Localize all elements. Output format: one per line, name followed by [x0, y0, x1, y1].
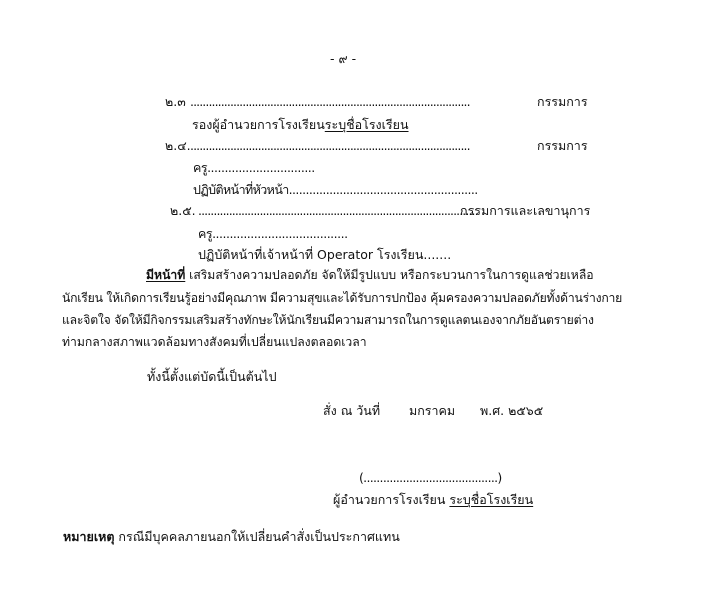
- note-text: กรณีมีบุคคลภายนอกให้เปลี่ยนคำสั่งเป็นประกาศแทน: [114, 529, 400, 544]
- member-duty: ปฏิบัติหน้าที่หัวหน้า........................................................: [193, 182, 478, 197]
- member-name-dots: ...........................................................................................: [198, 203, 478, 218]
- duty-line-4: ท่ามกลางสภาพแวดล้อมทางสังคมที่เปลี่ยนแปลงตลอดเวลา: [62, 335, 367, 349]
- note: [63, 531, 400, 544]
- member-role: กรรมการ: [537, 94, 588, 109]
- member-name-dots: ...........................................................................................: [190, 94, 470, 109]
- duty-line-1: [62, 269, 652, 281]
- member-role: กรรมการ: [537, 138, 588, 153]
- duty-line-2: นักเรียน ให้เกิดการเรียนรู้อย่างมีคุณภาพ มีความสุขและได้รับการปกป้อง คุ้มครองความปลอดภัยทั้งด้านร่างกาย: [62, 291, 623, 305]
- member-teacher: ครู...............................: [193, 160, 315, 175]
- effective-statement: ทั้งนี้ตั้งแต่บัดนี้เป็นต้นไป: [147, 369, 277, 384]
- member-position: [192, 119, 409, 132]
- school-name-placeholder: ระบุชื่อโรงเรียน: [449, 492, 534, 507]
- page-number: - ๙ -: [330, 51, 357, 66]
- duty-line-3: และจิตใจ จัดให้มีกิจกรรมเสริมสร้างทักษะให้นักเรียนมีความสามารถในการดูแลตนเองจากภัยอันตรายต่าง: [62, 313, 594, 327]
- order-date-month: มกราคม: [409, 403, 456, 418]
- duty-text: เสริมสร้างความปลอดภัย จัดให้มีรูปแบบ หรือกระบวนการในการดูแลช่วยเหลือ: [185, 268, 594, 282]
- duty-label: มีหน้าที่: [146, 268, 186, 282]
- member-teacher: ครู.......................................: [198, 226, 348, 241]
- position-title: รองผู้อำนวยการโรงเรียน: [192, 117, 325, 132]
- signature-line: (.........................................): [359, 470, 502, 485]
- member-number: ๒.๓: [165, 94, 186, 109]
- order-date-prefix: สั่ง ณ วันที่: [323, 403, 381, 418]
- member-duty: ปฏิบัติหน้าที่เจ้าหน้าที่ Operator โรงเรียน.......: [198, 247, 452, 262]
- member-number: ๒.๕.: [170, 203, 196, 218]
- school-name-placeholder: ระบุชื่อโรงเรียน: [324, 117, 409, 132]
- member-role: กรรมการและเลขานุการ: [460, 203, 591, 218]
- director-title: ผู้อำนวยการโรงเรียน: [333, 492, 446, 507]
- member-name-dots: ...........................................................................................: [190, 138, 470, 153]
- note-label: หมายเหตุ: [63, 529, 115, 544]
- order-date-year: พ.ศ. ๒๕๖๕: [480, 403, 544, 418]
- signature-title: [333, 494, 533, 507]
- member-number: ๒.๔.: [165, 138, 191, 153]
